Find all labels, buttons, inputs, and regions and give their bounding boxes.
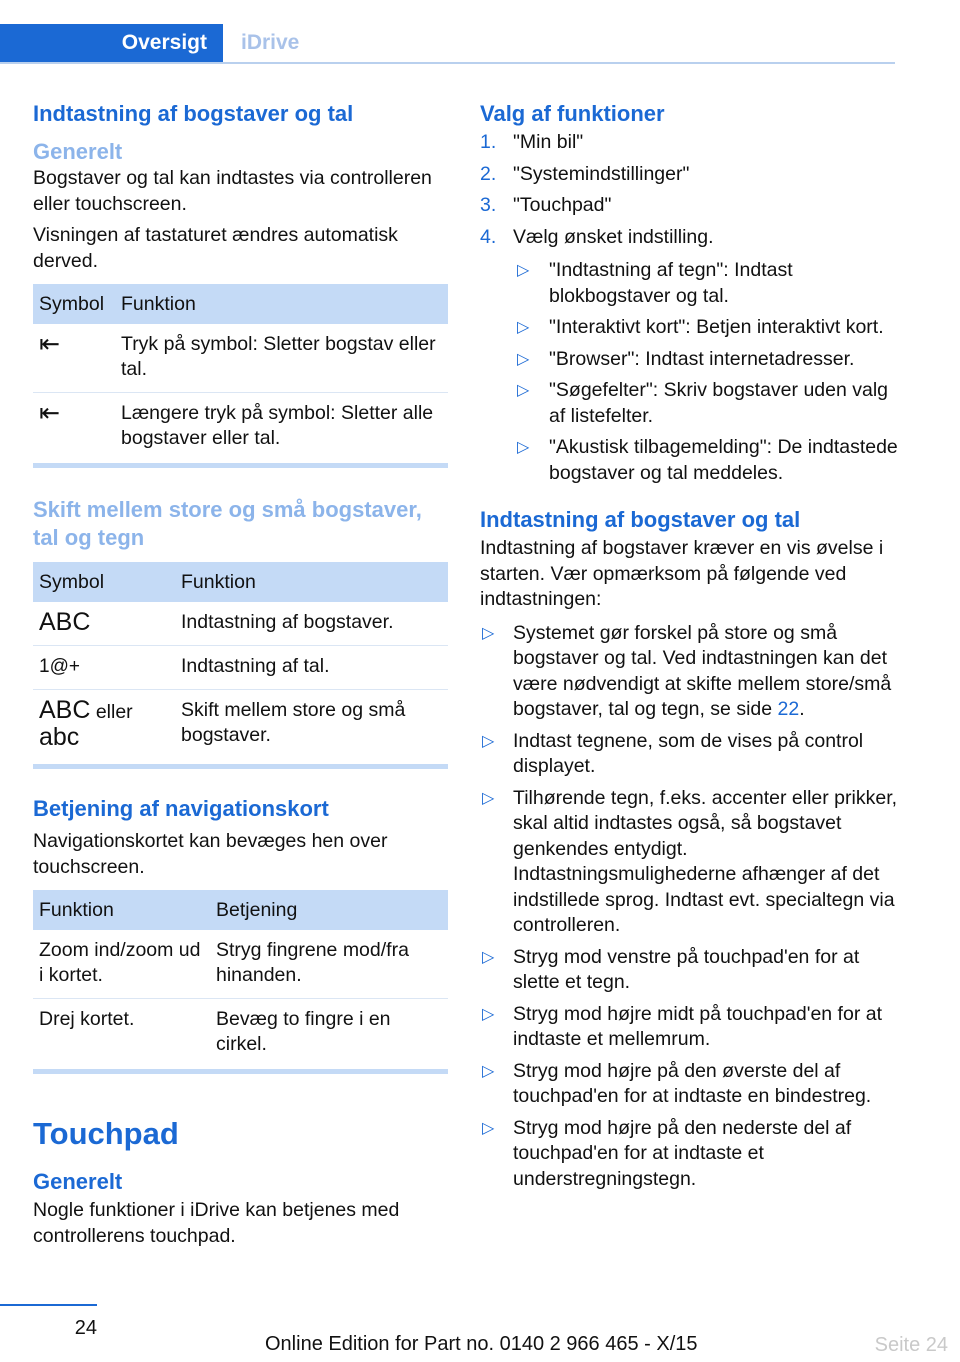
edition-text: Online Edition for Part no. 0140 2 966 465 - X/15	[265, 1333, 698, 1355]
table-cell: Zoom ind/zoom ud i kortet.	[33, 930, 210, 999]
table-cell: Indtastning af bogstaver.	[175, 602, 448, 646]
symbol-table-case	[33, 562, 448, 769]
table-cell: Længere tryk på symbol: Sletter alle bogstaver eller tal.	[121, 402, 434, 449]
triangle-bullet-icon: ▷	[517, 350, 530, 368]
page-header	[0, 0, 895, 64]
case-toggle-cell	[33, 690, 175, 763]
step-text: "Touchpad"	[513, 194, 612, 216]
watermark: Seite 24	[874, 1334, 948, 1356]
list-item	[480, 1002, 898, 1053]
table-header: Funktion	[115, 284, 448, 324]
table-row	[33, 646, 448, 690]
step-number: 4.	[480, 225, 497, 248]
list-item	[513, 315, 898, 341]
delete-icon: ⇤	[33, 324, 115, 393]
footer-divider	[0, 1304, 97, 1306]
list-item	[513, 347, 898, 373]
list-item-text: Indtast tegnene, som de vises på control displayet.	[513, 729, 864, 777]
list-item	[513, 435, 898, 486]
table-row	[33, 324, 448, 393]
paragraph: Bogstaver og tal kan indtastes via controlleren eller touchscreen.	[33, 167, 432, 215]
step-number: 3.	[480, 194, 497, 216]
triangle-bullet-icon: ▷	[517, 382, 530, 399]
list-item	[480, 945, 898, 996]
table-cell: Stryg fingrene mod/fra hinanden.	[210, 930, 448, 999]
section-title-input: Indtastning af bogstaver og tal	[33, 101, 354, 126]
table-header: Funktion	[175, 562, 448, 602]
uppercase-icon: ABC	[39, 696, 91, 724]
list-item-text: Stryg mod højre midt på touchpad'en for at indtaste et mellemrum.	[513, 1002, 882, 1050]
table-cell: Drej kortet.	[39, 1008, 135, 1030]
table-cell: Skift mellem store og små bogstaver.	[181, 699, 406, 746]
subheading-navigation: Betjening af navigationskort	[33, 796, 329, 821]
triangle-bullet-icon: ▷	[482, 789, 495, 807]
list-item: ▷ Systemet gør forskel på store og små bogstaver og tal. Ved indtastningen kan det være nødvendigt at skifte mellem store/små bogstaver, tal og tegn, se side 22.	[482, 621, 892, 720]
steps-list	[480, 130, 898, 486]
chapter-title-touchpad: Touchpad	[33, 1116, 179, 1151]
symbol-table-delete	[33, 284, 448, 468]
triangle-bullet-icon: ▷	[517, 319, 530, 336]
triangle-bullet-icon: ▷	[517, 439, 530, 456]
list-item-text: Stryg mod højre på den nederste del af touchpad'en for at indtaste et understregningstegn.	[513, 1116, 852, 1190]
list-item	[480, 225, 898, 487]
list-item	[513, 258, 898, 309]
numbers-icon: 1@+	[33, 646, 175, 690]
table-end-bar	[33, 764, 448, 769]
step-text: Vælg ønsket indstilling.	[513, 225, 714, 248]
step-text: "Min bil"	[513, 131, 584, 153]
paragraph: Indtastning af bogstaver kræver en vis øvelse i starten. Vær opmærksom på følgende ved indtastningen:	[480, 537, 884, 610]
list-item	[480, 786, 898, 939]
tab-oversigt[interactable]: Oversigt	[0, 24, 223, 62]
triangle-bullet-icon: ▷	[517, 262, 530, 279]
sub-options-list	[513, 258, 898, 486]
list-item-text: Stryg mod venstre på touchpad'en for at slette et tegn.	[513, 945, 860, 993]
list-item	[480, 1059, 898, 1110]
list-item-text: "Søgefelter": Skriv bogstaver uden valg af listefelter.	[549, 379, 889, 427]
paragraph: Nogle funktioner i iDrive kan betjenes med controllerens touchpad.	[33, 1199, 400, 1247]
table-row	[33, 690, 448, 763]
list-item-text: "Browser": Indtast internetadresser.	[549, 347, 855, 370]
subheading-switch-case: Skift mellem store og små bogstaver, tal og tegn	[33, 497, 422, 550]
uppercase-icon: ABC	[33, 602, 175, 646]
triangle-bullet-icon: ▷	[482, 1119, 495, 1137]
list-item-text: Systemet gør forskel på store og små bogstaver og tal. Ved indtastningen kan det være nødvendigt at skifte mellem store/små bogstaver, tal og tegn, se side	[513, 621, 892, 720]
subheading-touchpad-general: Generelt	[33, 1169, 123, 1194]
triangle-bullet-icon: ▷	[482, 624, 495, 642]
table-row	[33, 930, 448, 999]
list-item-text: Tilhørende tegn, f.eks. accenter eller prikker, skal altid indtastes også, så bogstavet genkendes entydigt. Indtastningsmulighederne afhænger af det indstillede sprog. Indtast evt. specialtegn via controlleren.	[513, 786, 898, 936]
triangle-bullet-icon: ▷	[482, 948, 495, 966]
navigation-table	[33, 890, 448, 1074]
list-item	[480, 1116, 898, 1193]
list-item	[480, 193, 898, 219]
table-cell: Bevæg to fingre i en cirkel.	[216, 1008, 391, 1055]
lowercase-icon: abc	[39, 723, 80, 751]
triangle-bullet-icon: ▷	[482, 1062, 495, 1080]
list-item-text: "Interaktivt kort": Betjen interaktivt kort.	[549, 316, 884, 338]
list-item	[513, 378, 898, 429]
right-column	[480, 100, 898, 1198]
left-column	[33, 100, 448, 1255]
table-end-bar	[33, 463, 448, 468]
paragraph: Visningen af tastaturet ændres automatisk derved.	[33, 224, 398, 272]
subheading-select-functions: Valg af funktioner	[480, 101, 665, 126]
table-end-bar	[33, 1069, 448, 1074]
list-item	[480, 130, 898, 156]
list-item	[480, 729, 898, 780]
subheading-input-letters: Indtastning af bogstaver og tal	[480, 507, 801, 532]
tips-list	[480, 621, 898, 1193]
step-number: 1.	[480, 131, 497, 153]
list-item-text: "Akustisk tilbagemelding": De indtastede bogstaver og tal meddeles.	[549, 436, 898, 484]
table-header: Funktion	[33, 890, 210, 930]
delete-icon: ⇤	[39, 399, 60, 427]
triangle-bullet-icon: ▷	[482, 1005, 495, 1023]
table-header: Betjening	[210, 890, 448, 930]
triangle-bullet-icon: ▷	[482, 732, 495, 750]
list-item-text: Stryg mod højre på den øverste del af touchpad'en for at indtaste en bindestreg.	[513, 1059, 872, 1107]
table-row	[33, 999, 448, 1068]
step-text: "Systemindstillinger"	[513, 162, 690, 185]
table-header: Symbol	[33, 284, 115, 324]
page-number: 24	[74, 1317, 97, 1339]
table-row	[33, 602, 448, 646]
table-row	[33, 393, 448, 462]
symbol-conjunction: eller	[95, 701, 133, 723]
paragraph: Navigationskortet kan bevæges hen over touchscreen.	[33, 830, 388, 878]
list-item	[480, 162, 898, 188]
table-cell: Indtastning af tal.	[175, 646, 448, 690]
table-cell: Tryk på symbol: Sletter bogstav eller tal.	[115, 324, 448, 393]
subheading-general: Generelt	[33, 139, 123, 164]
page-reference-link[interactable]: 22	[777, 698, 800, 720]
table-header: Symbol	[33, 562, 175, 602]
step-number: 2.	[480, 162, 497, 185]
list-item-text: "Indtastning af tegn": Indtast blokbogstaver og tal.	[549, 259, 793, 307]
tab-idrive[interactable]: iDrive	[241, 31, 300, 54]
